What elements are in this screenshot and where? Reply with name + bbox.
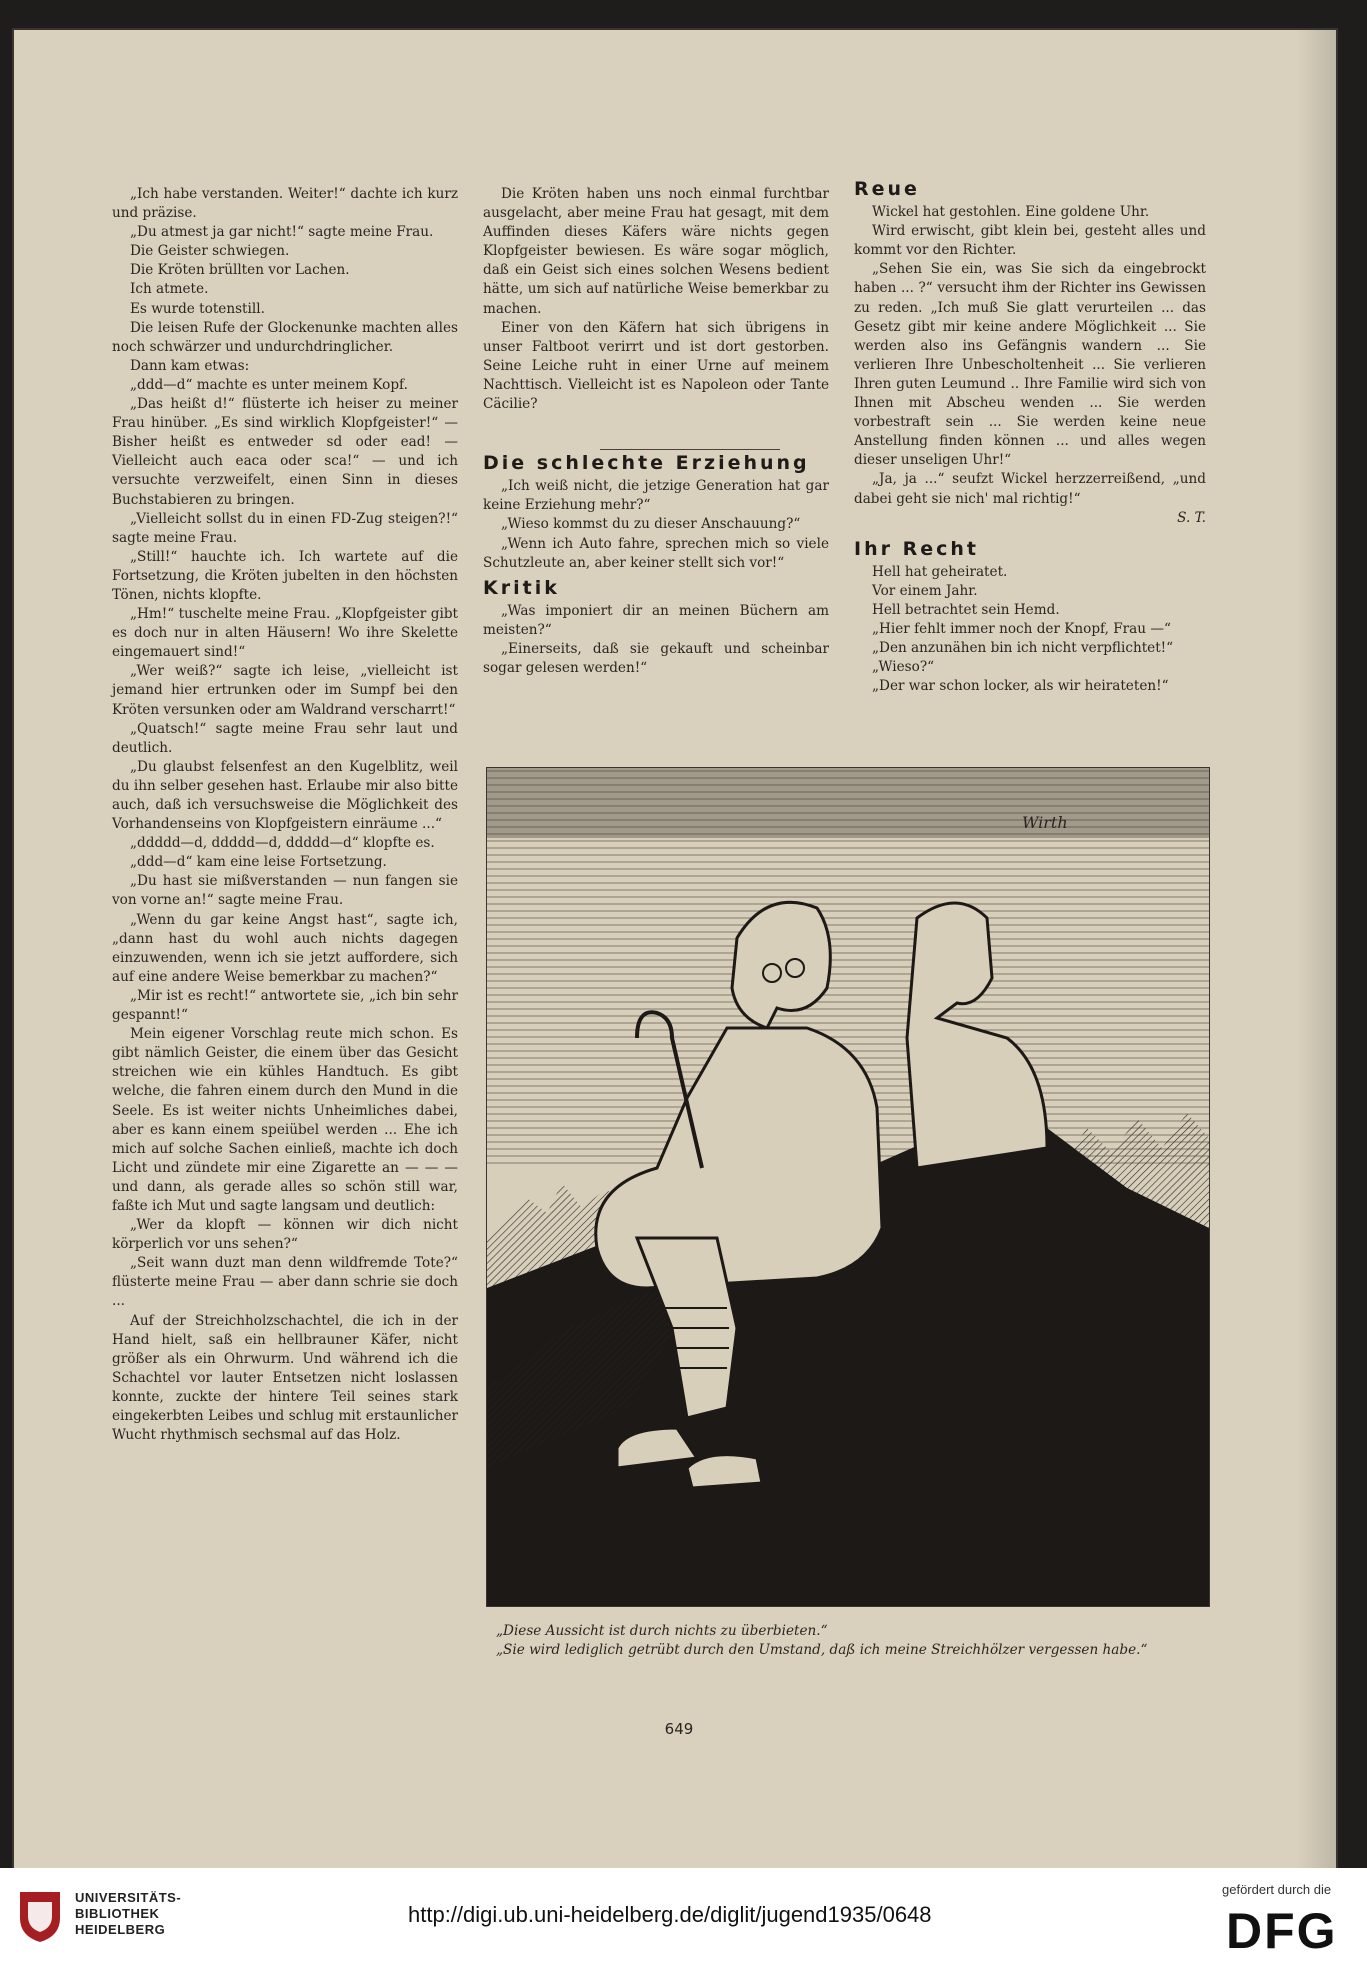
page-number: 649 bbox=[664, 1720, 694, 1738]
paragraph: „Mir ist es recht!“ antwortete sie, „ich bin sehr gespannt!“ bbox=[112, 987, 458, 1024]
paragraph: Hell betrachtet sein Hemd. bbox=[872, 601, 1060, 618]
paragraph: „ddddd—d, ddddd—d, ddddd—d“ klopfte es. bbox=[130, 835, 435, 852]
recht-text bbox=[854, 563, 1206, 697]
paragraph: „Wenn ich Auto fahre, sprechen mich so viele Schutzleute an, aber keiner stellt sich vor!“ bbox=[483, 535, 829, 571]
paragraph: „Den anzunähen bin ich nicht verpflichtet!“ bbox=[872, 640, 1174, 657]
caption-line-1: „Diese Aussicht ist durch nichts zu überbieten.“ bbox=[496, 1623, 828, 1639]
paragraph: Dann kam etwas: bbox=[130, 357, 250, 374]
reue-text bbox=[854, 203, 1206, 509]
paragraph: „Ja, ja ...“ seufzt Wickel herzzerreißend, „und dabei geht sie nich' mal richtig!“ bbox=[854, 471, 1206, 507]
digitization-url-link[interactable]: http://digi.ub.uni-heidelberg.de/diglit/jugend1935/0648 bbox=[408, 1902, 932, 1927]
heading-reue: Reue bbox=[854, 178, 920, 200]
footer-bar bbox=[0, 1868, 1367, 1967]
paragraph: „ddd—d“ machte es unter meinem Kopf. bbox=[130, 376, 408, 393]
paragraph: „Hm!“ tuschelte meine Frau. „Klopfgeister gibt es doch nur in alten Häusern! Wo ihre Skelette eingemauert sind!“ bbox=[112, 606, 458, 661]
paragraph: Die Geister schwiegen. bbox=[130, 243, 290, 260]
artist-signature: Wirth bbox=[1022, 813, 1068, 832]
paragraph: „Sehen Sie ein, was Sie sich da eingebrockt haben ... ?“ versucht ihm der Richter ins Gewissen zu reden. „Ich muß Sie glatt verurteilen ... das Gesetz gibt mir keine andere Möglichkeit ... Sie werden also ins Gefängnis wandern ... Sie verlieren Ihre Unbescholtenheit ... Sie verlieren Ihren guten Leumund .. Ihre Familie wird sich von Ihnen mit Abscheu wenden ... Sie werden vorbestraft sein ... Sie werden keine neue Anstellung finden können ... und alles wegen dieser unseligen Uhr!“ bbox=[854, 261, 1206, 469]
paragraph: Die leisen Rufe der Glockenunke machten alles noch schwärzer und undurchdringlicher. bbox=[112, 319, 458, 355]
paragraph: „Hier fehlt immer noch der Knopf, Frau —“ bbox=[872, 621, 1171, 638]
scanned-page bbox=[14, 30, 1336, 1870]
paragraph: Es wurde totenstill. bbox=[130, 300, 265, 317]
paragraph: Die Kröten brüllten vor Lachen. bbox=[130, 262, 350, 279]
paragraph: „Das heißt d!“ flüsterte ich heiser zu meiner Frau hinüber. „Es sind wirklich Klopfgeister!“ — Bisher heißt es entweder sd oder ead! — Vielleicht auch eaca oder sca!“ — und ich versuchte verzweifelt, einen Sinn in dieses Buchstabieren zu bringen. bbox=[112, 396, 458, 508]
paragraph: „Wieso kommst du zu dieser Anschauung?“ bbox=[501, 516, 801, 533]
paragraph: Auf der Streichholzschachtel, die ich in der Hand hielt, saß ein hellbrauner Käfer, nicht größer als ein Ohrwurm. Und während ich die Schachtel vor lauter Entsetzen nicht loslassen konnte, zuckte der hintere Teil seines stark eingekerbten Leibes und schlug mit erstaunlicher Wucht rhythmisch sechsmal auf das Holz. bbox=[112, 1312, 458, 1444]
paragraph: Mein eigener Vorschlag reute mich schon. Es gibt nämlich Geister, die einem über das Gesicht streichen wie ein kühles Handtuch. Es gibt welche, die fahren einem durch den Mund in die Seele. Es ist weiter nichts Unheimliches dabei, aber es kann einem speiübel werden ... Ehe ich mich auf solche Sachen einließ, machte ich doch Licht und zündete mir eine Zigarette an — — — und dann, als gerade alles so schön still war, faßte ich Mut und sagte langsam und deutlich: bbox=[112, 1026, 458, 1214]
paragraph: Vor einem Jahr. bbox=[872, 582, 978, 599]
paragraph: „Einerseits, daß sie gekauft und scheinbar sogar gelesen werden!“ bbox=[483, 640, 829, 677]
erziehung-text bbox=[483, 477, 829, 572]
column-middle bbox=[483, 185, 829, 678]
paragraph: „Ich weiß nicht, die jetzige Generation hat gar keine Erziehung mehr?“ bbox=[483, 478, 829, 514]
kritik-text bbox=[483, 602, 829, 678]
paragraph: „Wenn du gar keine Angst hast“, sagte ich, „dann hast du wohl auch nichts dagegen einzuwenden, wenn ich sie jetzt auffordere, sich auf eine andere Weise bemerkbar zu machen?“ bbox=[112, 911, 458, 985]
column-left bbox=[112, 185, 458, 1445]
paragraph: Wickel hat gestohlen. Eine goldene Uhr. bbox=[872, 204, 1150, 221]
paragraph: „Quatsch!“ sagte meine Frau sehr laut und deutlich. bbox=[112, 720, 458, 756]
paragraph: „Wer weiß?“ sagte ich leise, „vielleicht ist jemand hier ertrunken oder im Sumpf bei den Kröten versunken oder am Waldrand verscharrt!“ bbox=[112, 663, 458, 718]
paragraph: Einer von den Käfern hat sich übrigens in unser Faltboot verirrt und ist dort gestorben. Seine Leiche ruht in einer Urne auf meinem Nachttisch. Vielleicht ist es Napoleon oder Tante Cäcilie? bbox=[483, 319, 829, 413]
library-name: UNIVERSITÄTS- BIBLIOTHEK HEIDELBERG bbox=[75, 1890, 182, 1937]
paragraph: Ich atmete. bbox=[130, 281, 209, 298]
paragraph: „ddd—d“ kam eine leise Fortsetzung. bbox=[130, 854, 387, 871]
funding-note: gefördert durch die bbox=[1222, 1882, 1332, 1897]
paragraph: „Du hast sie mißverstanden — nun fangen sie von vorne an!“ sagte meine Frau. bbox=[112, 873, 458, 909]
paragraph: Die Kröten haben uns noch einmal furchtbar ausgelacht, aber meine Frau hat gesagt, mit dem Auffinden dieses Käfers wäre nichts gegen Klopfgeister bewiesen. Es wäre sogar möglich, daß ein Geist sich eines solchen Wesens bedient hätte, um sich auf natürliche Weise bemerkbar zu machen. bbox=[483, 186, 829, 317]
paragraph: Wird erwischt, gibt klein bei, gesteht alles und kommt vor den Richter. bbox=[854, 223, 1206, 259]
heading-kritik: Kritik bbox=[483, 576, 560, 599]
shoe-right bbox=[687, 1455, 762, 1488]
heading-ihr-recht: Ihr Recht bbox=[854, 537, 979, 560]
paragraph: „Was imponiert dir an meinen Büchern am meisten?“ bbox=[483, 602, 829, 638]
paragraph: „Wer da klopft — können wir dich nicht körperlich vor uns sehen?“ bbox=[112, 1217, 458, 1253]
dfg-logo: DFG bbox=[1226, 1903, 1338, 1959]
cartoon-illustration bbox=[486, 767, 1210, 1607]
column-right bbox=[854, 180, 1206, 696]
column-middle-intro bbox=[483, 185, 829, 414]
paragraph: „Du atmest ja gar nicht!“ sagte meine Frau. bbox=[130, 224, 434, 241]
paragraph: „Ich habe verstanden. Weiter!“ dachte ich kurz und präzise. bbox=[112, 186, 458, 222]
paragraph: Hell hat geheiratet. bbox=[872, 563, 1008, 580]
university-seal-icon bbox=[14, 1888, 66, 1944]
paragraph: „Wieso?“ bbox=[872, 659, 935, 676]
paragraph: „Still!“ hauchte ich. Ich wartete auf die Fortsetzung, die Kröten jubelten in den höchsten Tönen, nichts klopfte. bbox=[112, 548, 458, 603]
paragraph: „Vielleicht sollst du in einen FD-Zug steigen?!“ sagte meine Frau. bbox=[112, 510, 458, 546]
cartoon-drawing bbox=[487, 768, 1209, 1606]
cartoon-caption bbox=[496, 1622, 1206, 1660]
caption-line-2: „Sie wird lediglich getrübt durch den Umstand, daß ich meine Streichhölzer vergessen habe.“ bbox=[496, 1642, 1148, 1658]
heading-die-schlechte-erziehung: Die schlechte Erziehung bbox=[483, 452, 810, 475]
paragraph: „Seit wann duzt man denn wildfremde Tote?“ flüsterte meine Frau — aber dann schrie sie doch ... bbox=[112, 1255, 458, 1310]
section-divider bbox=[600, 449, 780, 450]
reue-signature: S. T. bbox=[1177, 509, 1206, 526]
paragraph: „Der war schon locker, als wir heirateten!“ bbox=[872, 678, 1169, 695]
paragraph: „Du glaubst felsenfest an den Kugelblitz, weil du ihn selber gesehen hast. Erlaube mir also bitte auch, daß ich versuchsweise die Möglichkeit des Vorhandenseins von Klopfgeistern einräume ...“ bbox=[112, 758, 458, 833]
